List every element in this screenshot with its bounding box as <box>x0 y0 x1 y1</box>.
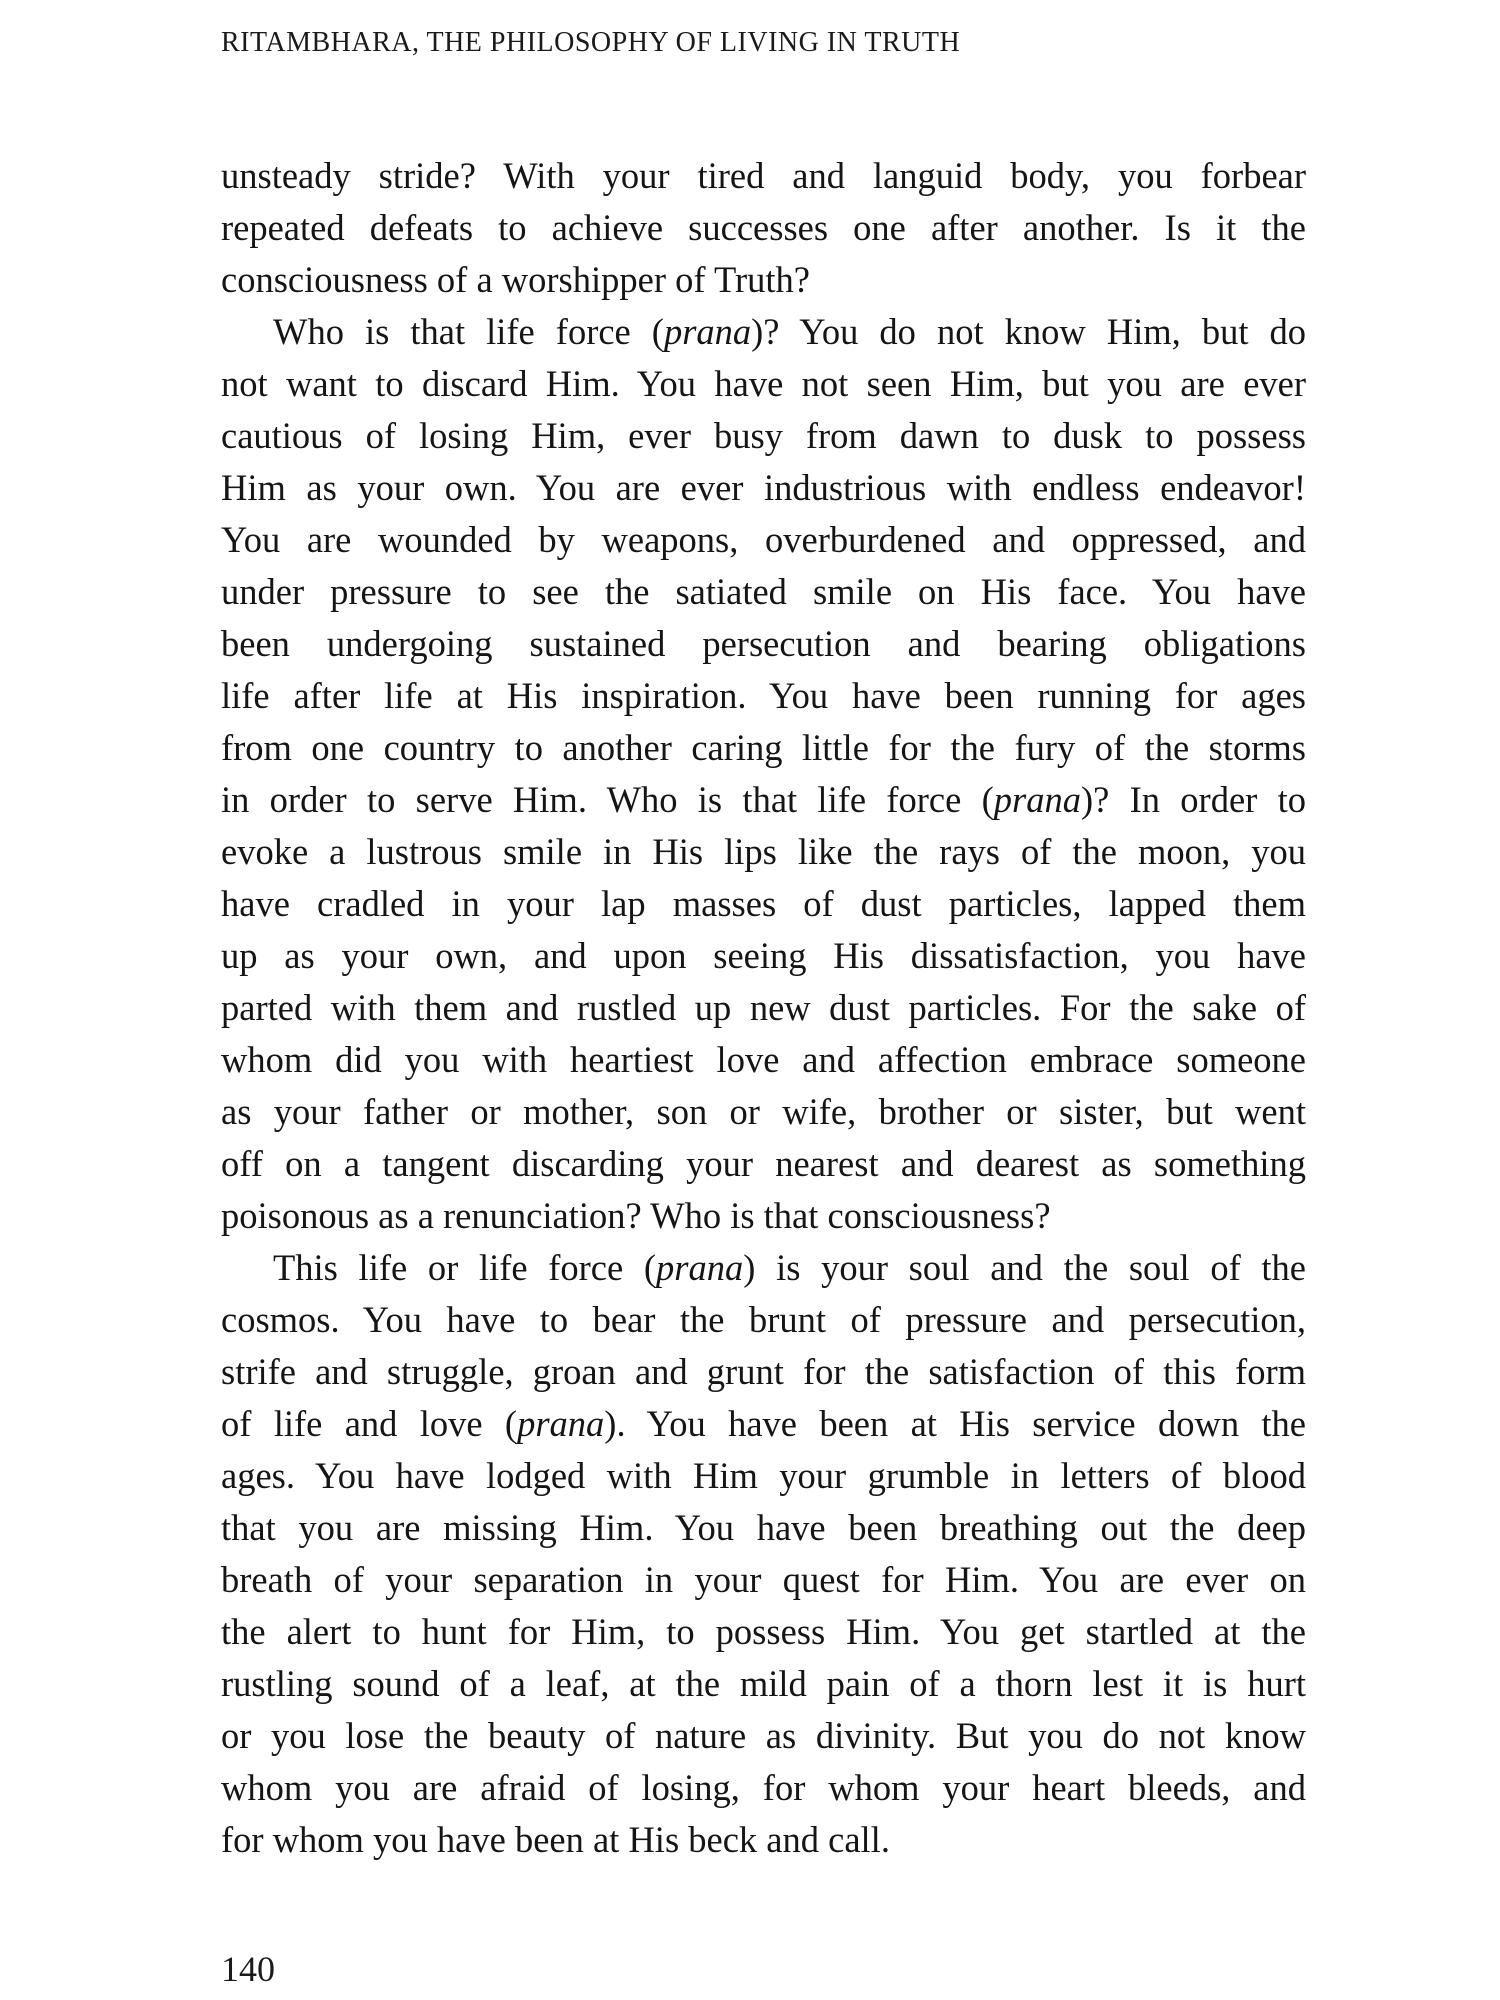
text-line: up as your own, and upon seeing His dissatisfaction, you have <box>221 935 1306 976</box>
italic-term: prana <box>656 1247 744 1288</box>
text-line: ages. You have lodged with Him your grumble in letters of blood <box>221 1455 1306 1496</box>
text-line: not want to discard Him. You have not seen Him, but you are ever <box>221 363 1306 404</box>
italic-term: prana <box>517 1403 605 1444</box>
text-line: off on a tangent discarding your nearest and dearest as something <box>221 1143 1306 1184</box>
text-line: or you lose the beauty of nature as divinity. But you do not know <box>221 1715 1306 1756</box>
text-line: that you are missing Him. You have been breathing out the deep <box>221 1507 1306 1548</box>
text-line: cosmos. You have to bear the brunt of pressure and persecution, <box>221 1299 1306 1340</box>
text-line: repeated defeats to achieve successes one after another. Is it the <box>221 207 1306 248</box>
text-line: evoke a lustrous smile in His lips like the rays of the moon, you <box>221 831 1306 872</box>
text-line: of life and love (prana). You have been at His service down the <box>221 1403 1306 1444</box>
text-line: have cradled in your lap masses of dust particles, lapped them <box>221 883 1306 924</box>
text-line: whom did you with heartiest love and affection embrace someone <box>221 1039 1306 1080</box>
text-line: unsteady stride? With your tired and languid body, you forbear <box>221 155 1306 196</box>
text-line: from one country to another caring little for the fury of the storms <box>221 727 1306 768</box>
body-text <box>221 150 1306 1866</box>
running-head-title: RITAMBHARA, THE PHILOSOPHY OF LIVING IN TRUTH <box>221 27 961 58</box>
text-line: strife and struggle, groan and grunt for the satisfaction of this form <box>221 1351 1306 1392</box>
text-line: rustling sound of a leaf, at the mild pain of a thorn lest it is hurt <box>221 1663 1306 1704</box>
text-line: whom you are afraid of losing, for whom your heart bleeds, and <box>221 1767 1306 1808</box>
text-line: been undergoing sustained persecution and bearing obligations <box>221 623 1306 664</box>
page-number: 140 <box>221 1949 275 1989</box>
text-line: breath of your separation in your quest for Him. You are ever on <box>221 1559 1306 1600</box>
text-line: You are wounded by weapons, overburdened and oppressed, and <box>221 519 1306 560</box>
italic-term: prana <box>993 779 1081 820</box>
text-line: for whom you have been at His beck and call. <box>221 1819 890 1860</box>
text-line: This life or life force (prana) is your soul and the soul of the <box>273 1247 1307 1288</box>
text-line: as your father or mother, son or wife, brother or sister, but went <box>221 1091 1306 1132</box>
text-line: the alert to hunt for Him, to possess Him. You get startled at the <box>221 1611 1306 1652</box>
text-line: in order to serve Him. Who is that life force (prana)? In order to <box>221 779 1306 820</box>
text-line: consciousness of a worshipper of Truth? <box>221 259 811 300</box>
text-line: poisonous as a renunciation? Who is that consciousness? <box>221 1195 1051 1236</box>
text-line: Him as your own. You are ever industrious with endless endeavor! <box>221 467 1306 508</box>
text-line: under pressure to see the satiated smile on His face. You have <box>221 571 1306 612</box>
text-line: Who is that life force (prana)? You do not know Him, but do <box>273 311 1306 352</box>
text-line: cautious of losing Him, ever busy from dawn to dusk to possess <box>221 415 1306 456</box>
text-line: life after life at His inspiration. You have been running for ages <box>221 675 1306 716</box>
text-line: parted with them and rustled up new dust particles. For the sake of <box>221 987 1306 1028</box>
italic-term: prana <box>663 311 752 352</box>
